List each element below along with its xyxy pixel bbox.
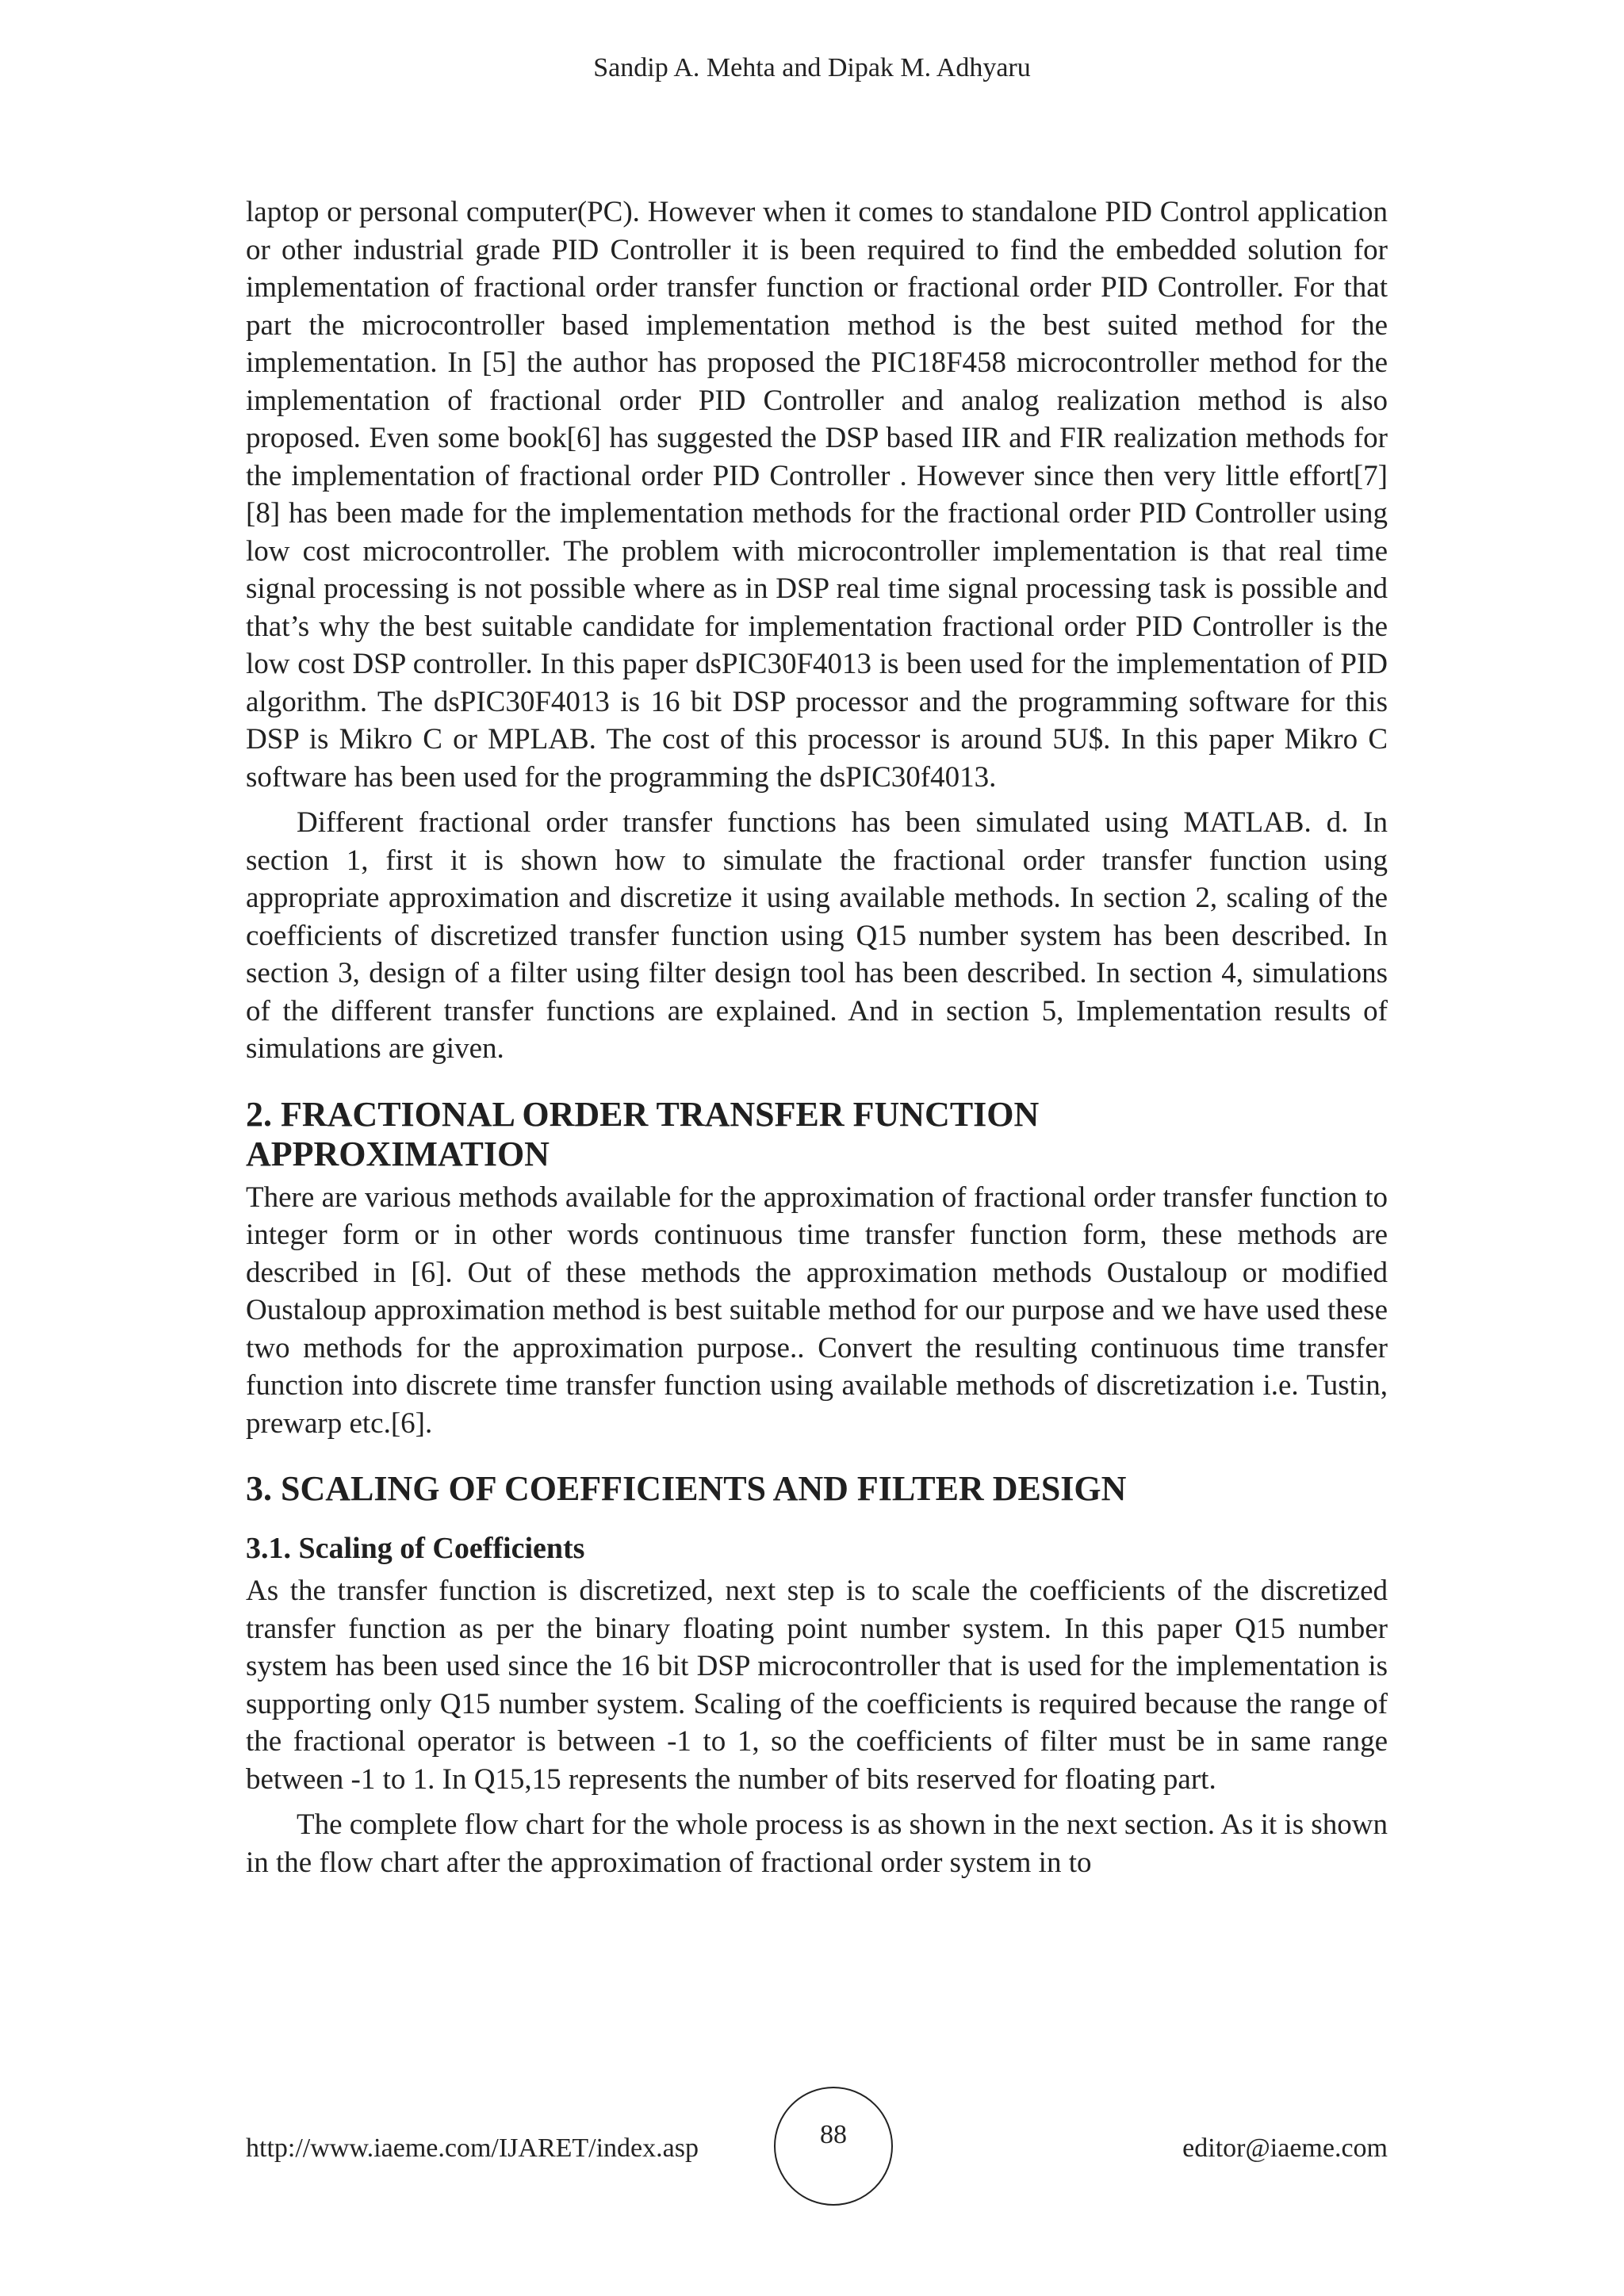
page-body: [246, 193, 1388, 1881]
section-heading-2-line2: APPROXIMATION: [246, 1134, 550, 1173]
page-number-circle: [774, 2087, 893, 2206]
section-heading-2: [246, 1095, 1388, 1174]
running-header: Sandip A. Mehta and Dipak M. Adhyaru: [593, 53, 1031, 82]
page-number: 88: [820, 2120, 847, 2149]
footer-url[interactable]: http://www.iaeme.com/IJARET/index.asp: [246, 2133, 699, 2163]
paragraph-flowchart-intro: The complete flow chart for the whole process is as shown in the next section. As it is shown in the flow chart after the approximation of fractional order system in to: [246, 1808, 1388, 1879]
footer-email[interactable]: editor@iaeme.com: [1182, 2133, 1388, 2163]
paragraph-section-overview: Different fractional order transfer functions has been simulated using MATLAB. d. In section 1, first it is shown how to simulate the fractional order transfer function using appropriate approximation and discretize it using available methods. In section 2, scaling of the coefficients of discretized transfer function using Q15 number system has been described. In section 3, design of a filter using filter design tool has been described. In section 4, simulations of the different transfer functions are explained. And in section 5, Implementation results of simulations are given.: [246, 806, 1388, 1065]
paragraph-approximation: There are various methods available for the approximation of fractional order transfer function to integer form or in other words continuous time transfer function form, these methods are described in [6]. Out of these methods the approximation methods Oustaloup or modified Oustaloup approximation method is best suitable method for our purpose and we have used these two methods for the approximation purpose.. Convert the resulting continuous time transfer function into discrete time transfer function using available methods of discretization i.e. Tustin, prewarp etc.[6].: [246, 1181, 1388, 1440]
section-heading-2-line1: 2. FRACTIONAL ORDER TRANSFER FUNCTION: [246, 1094, 1040, 1134]
paragraph-intro-continued: laptop or personal computer(PC). However when it comes to standalone PID Control application or other industrial grade PID Controller it is been required to find the embedded solution for implementation of fractional order transfer function or fractional order PID Controller. For that part the microcontroller based implementation method is the best suited method for the implementation. In [5] the author has proposed the PIC18F458 microcontroller method for the implementation of fractional order PID Controller and analog realization method is also proposed. Even some book[6] has suggested the DSP based IIR and FIR realization methods for the implementation of fractional order PID Controller . However since then very little effort[7][8] has been made for the implementation methods for the fractional order PID Controller using low cost microcontroller. The problem with microcontroller implementation is that real time signal processing is not possible where as in DSP real time signal processing task is possible and that’s why the best suitable candidate for implementation fractional order PID Controller is the low cost DSP controller. In this paper dsPIC30F4013 is been used for the implementation of PID algorithm. The dsPIC30F4013 is 16 bit DSP processor and the programming software for this DSP is Mikro C or MPLAB. The cost of this processor is around 5U$. In this paper Mikro C software has been used for the programming the dsPIC30f4013.: [246, 196, 1388, 794]
section-heading-3: 3. SCALING OF COEFFICIENTS AND FILTER DESIGN: [246, 1469, 1127, 1508]
subsection-heading-3-1: 3.1. Scaling of Coefficients: [246, 1532, 585, 1565]
paragraph-scaling: As the transfer function is discretized, next step is to scale the coefficients of the discretized transfer function as per the binary floating point number system. In this paper Q15 number system has been used since the 16 bit DSP microcontroller that is used for the implementation is supporting only Q15 number system. Scaling of the coefficients is required because the range of the fractional operator is between -1 to 1, so the coefficients of filter must be in same range between -1 to 1. In Q15,15 represents the number of bits reserved for floating part.: [246, 1575, 1388, 1796]
